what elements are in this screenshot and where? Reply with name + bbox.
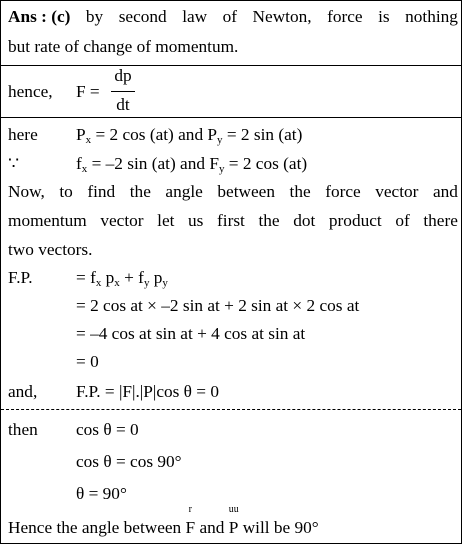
word: between <box>217 182 275 201</box>
symbol: F <box>185 518 196 537</box>
expression: + f <box>119 268 144 287</box>
word: to <box>59 182 73 201</box>
word: product <box>328 211 382 230</box>
symbol: f <box>76 154 82 173</box>
fraction-bar <box>111 91 135 92</box>
expression: = 2 cos (at) <box>224 154 308 173</box>
fp-step-4: = 0 <box>76 352 99 371</box>
force-fraction <box>111 66 135 114</box>
word: vector <box>100 211 144 230</box>
word: force <box>325 182 361 201</box>
subscript: y <box>143 277 150 289</box>
subscript: y <box>218 163 225 175</box>
word: and <box>432 182 458 201</box>
word: Now, <box>8 182 45 201</box>
word: Newton, <box>252 7 312 26</box>
expression: Hence the angle between <box>8 518 186 537</box>
fp-step-2: = 2 cos at × –2 sin at + 2 sin at × 2 cos at <box>76 296 360 315</box>
answer-line-2: but rate of change of momentum. <box>8 37 239 56</box>
word: vector <box>375 182 419 201</box>
vector-arrow: r <box>188 504 193 515</box>
word: dot <box>293 211 316 230</box>
fp-step-3: = –4 cos at sin at + 4 cos at sin at <box>76 324 306 343</box>
divider <box>1 117 461 118</box>
word: let <box>157 211 175 230</box>
word: first <box>217 211 245 230</box>
expression: p <box>149 268 163 287</box>
fp-label: F.P. <box>8 268 33 287</box>
word: nothing <box>405 7 458 26</box>
word: there <box>423 211 458 230</box>
expression: and <box>195 518 229 537</box>
since-label: ∵ <box>8 154 19 173</box>
answer-line-1 <box>8 8 458 25</box>
expression: = –2 sin (at) and F <box>87 154 219 173</box>
word: force <box>327 7 363 26</box>
momentum-components <box>76 125 303 146</box>
here-label: here <box>8 125 38 144</box>
word: the <box>129 182 151 201</box>
expression: p <box>101 268 115 287</box>
word: the <box>289 182 311 201</box>
word: angle <box>165 182 203 201</box>
fraction-denominator: dt <box>116 95 130 114</box>
word: momentum <box>8 211 87 230</box>
momentum-vector <box>228 504 239 537</box>
answer-prefix: Ans : (c) <box>8 7 71 26</box>
paragraph-line-1 <box>8 183 458 200</box>
and-label: and, <box>8 382 38 401</box>
conclusion <box>8 504 319 537</box>
fp-magnitude-eq: F.P. = |F|.|P|cos θ = 0 <box>76 382 219 401</box>
force-vector <box>185 504 196 537</box>
then-step-1: cos θ = 0 <box>76 420 139 439</box>
word: find <box>87 182 116 201</box>
paragraph-line-3: two vectors. <box>8 240 93 259</box>
word: second <box>118 7 167 26</box>
subscript: x <box>114 277 120 289</box>
word: the <box>258 211 280 230</box>
fp-definition <box>76 268 168 289</box>
then-label: then <box>8 420 38 439</box>
then-step-2: cos θ = cos 90° <box>76 452 182 471</box>
subscript: x <box>85 134 92 146</box>
expression: = 2 cos (at) and P <box>91 125 218 144</box>
word: law <box>182 7 208 26</box>
hence-label: hence, <box>8 82 53 101</box>
paragraph-line-2 <box>8 212 458 229</box>
symbol: P <box>228 518 239 537</box>
then-step-3: θ = 90° <box>76 484 127 503</box>
force-components <box>76 154 308 175</box>
symbol: P <box>76 125 86 144</box>
expression: = 2 sin (at) <box>222 125 303 144</box>
word: us <box>188 211 204 230</box>
divider <box>1 409 461 410</box>
expression: will be 90° <box>238 518 319 537</box>
vector-arrow: uu <box>228 504 239 515</box>
word: by <box>85 7 104 26</box>
word: of <box>222 7 238 26</box>
subscript: x <box>81 163 88 175</box>
force-lhs: F = <box>76 82 100 101</box>
word: of <box>395 211 410 230</box>
divider <box>1 65 461 66</box>
subscript: x <box>95 277 102 289</box>
expression: = f <box>76 268 96 287</box>
fraction-numerator: dp <box>114 66 132 85</box>
subscript: y <box>217 134 223 146</box>
word: is <box>378 7 390 26</box>
subscript: y <box>162 277 168 289</box>
